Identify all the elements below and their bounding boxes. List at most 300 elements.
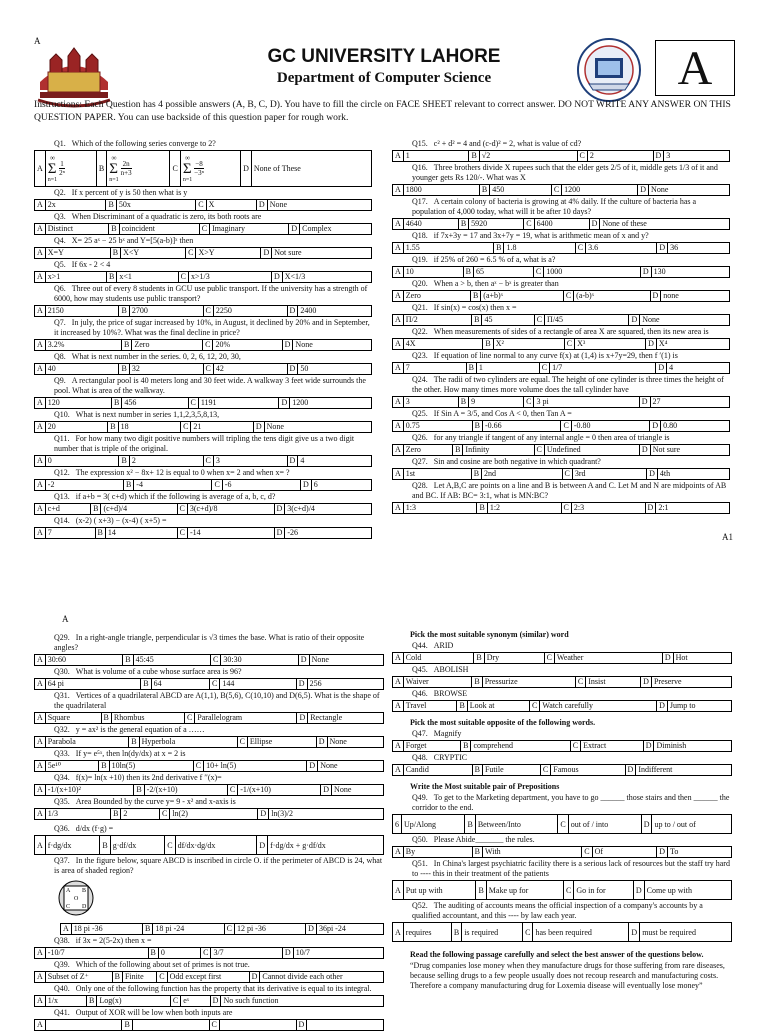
option-d: Cannot divide each other	[260, 972, 384, 983]
option-c: -6	[222, 480, 300, 491]
option-label: D	[282, 340, 293, 351]
question-q40: Q40. Only one of the following function has the property that its derivative is equal to its integral.	[54, 984, 372, 993]
option-label: D	[287, 364, 298, 375]
question-q35: Q35. Area Bounded by the curve y= 9 - x² and x-axis is	[54, 797, 236, 806]
option-c: Extract	[581, 741, 644, 752]
option-label: B	[96, 151, 106, 187]
preposition-heading: Write the Most suitable pair of Prepositions	[410, 782, 560, 791]
option-label: A	[35, 836, 46, 855]
option-label: D	[638, 185, 649, 196]
option-b: Infinity	[463, 445, 534, 456]
option-c: Odd except first	[167, 972, 249, 983]
option-b: coincident	[119, 224, 199, 235]
option-b: (c+d)/4	[101, 504, 177, 515]
option-label: C	[193, 761, 203, 772]
option-d: Rectangle	[308, 713, 384, 724]
answer-options-q14	[34, 527, 372, 539]
option-c: 3	[213, 456, 287, 467]
option-d: f·dg/dx + g·df/dx	[268, 836, 384, 855]
option-c: 20%	[213, 340, 282, 351]
option-d: Preserve	[651, 677, 731, 688]
figure-label-b: B	[82, 888, 87, 894]
option-label: C	[237, 737, 247, 748]
option-label: A	[35, 996, 46, 1007]
option-label: B	[463, 267, 473, 278]
option-label: B	[86, 996, 96, 1007]
question-q2: Q2. If x percent of y is 50 then what is y	[54, 188, 188, 197]
question-q44: Q44. ARID	[412, 641, 454, 650]
option-label: A	[393, 267, 404, 278]
option-label: A	[35, 340, 46, 351]
answer-options-q46	[392, 700, 732, 712]
option-label: D	[289, 224, 300, 235]
option-b: 2	[129, 456, 203, 467]
option-b: 2700	[129, 306, 203, 317]
option-a: 0.75	[403, 421, 472, 432]
option-label: D	[296, 679, 307, 690]
passage-heading: Read the following passage carefully and select the best answer of the questions below.	[410, 950, 704, 959]
option-label: B	[451, 923, 461, 942]
option-a: 1st	[403, 469, 471, 480]
option-label: B	[494, 243, 504, 254]
question-q50: Q50. Please Abide_______ the rules.	[412, 835, 535, 844]
answer-options-q1	[34, 150, 372, 187]
option-label: C	[184, 713, 194, 724]
answer-options-q30	[34, 678, 384, 690]
option-label: C	[582, 847, 592, 858]
option-label: A	[393, 339, 404, 350]
option-label: B	[457, 701, 467, 712]
option-label: B	[111, 398, 121, 409]
option-label: D	[241, 151, 252, 187]
option-label: D	[647, 469, 658, 480]
corner-letter: A	[62, 614, 69, 624]
option-c: df/dx·dg/dx	[175, 836, 257, 855]
option-label: B	[107, 272, 117, 283]
option-d: None	[293, 340, 372, 351]
option-label: C	[524, 219, 534, 230]
option-c: 3rd	[572, 469, 646, 480]
option-d: none	[661, 291, 730, 302]
option-label: A	[35, 398, 46, 409]
option-label: A	[61, 924, 72, 935]
answer-options-q36	[34, 835, 384, 855]
question-q22: Q22. When measurements of sides of a rectangle of area X are squared, then its new area is	[412, 327, 709, 336]
question-q23: Q23. If equation of line normal to any curve f(x) at (1,4) is x+7y=29, then f ′(1) is	[412, 351, 678, 360]
page1-right-column	[392, 138, 730, 514]
option-label: C	[203, 364, 213, 375]
option-b: 14	[105, 528, 177, 539]
option-label: B	[472, 421, 482, 432]
answer-options-q7	[34, 339, 372, 351]
option-a: -10/7	[45, 948, 148, 959]
answer-options-q26	[392, 444, 730, 456]
answer-options-q4	[34, 247, 372, 259]
synonym-heading: Pick the most suitable synonym (similar) word	[410, 630, 569, 639]
answer-options-q37	[60, 923, 384, 935]
option-label: D	[258, 809, 269, 820]
option-label: C	[533, 267, 543, 278]
option-c: Ellipse	[247, 737, 316, 748]
option-a: 5e¹⁰	[45, 761, 98, 772]
option-b: 18	[118, 422, 180, 433]
option-label: A	[393, 397, 404, 408]
answer-options-q20	[392, 290, 730, 302]
option-label: A	[393, 701, 404, 712]
question-q39: Q39. Which of the following about set of primes is not true.	[54, 960, 250, 969]
option-b: 2	[121, 809, 160, 820]
option-label: A	[35, 809, 46, 820]
option-c: 6400	[534, 219, 589, 230]
option-b: 450	[490, 185, 552, 196]
option-c: X	[206, 200, 256, 211]
question-q5: Q5. If 6x - 2 < 4	[54, 260, 111, 269]
paper-set-letter: A	[655, 40, 735, 96]
question-q38: Q38. if 3x = 2(5-2x) then x =	[54, 936, 152, 945]
option-d: 1200	[290, 398, 372, 409]
opposite-heading: Pick the most suitable opposite of the following words.	[410, 718, 596, 727]
option-a: Subset of Z⁺	[45, 972, 112, 983]
option-d	[307, 1020, 384, 1031]
option-label: B	[111, 809, 121, 820]
answer-options-q41	[34, 1019, 384, 1031]
option-label: B	[91, 504, 101, 515]
option-c: X³	[575, 339, 646, 350]
option-label: C	[201, 948, 211, 959]
option-label: D	[633, 881, 644, 900]
option-d: 10/7	[293, 948, 383, 959]
option-c: 1200	[562, 185, 638, 196]
question-q34: Q34. f(x)= ln(x +10) then its 2nd derivative f ′′(x)=	[54, 773, 222, 782]
question-q48: Q48. CRYPTIC	[412, 753, 468, 762]
option-d: None of These	[251, 151, 371, 187]
option-b: 45	[482, 315, 534, 326]
option-label: B	[471, 469, 481, 480]
answer-options-q50	[392, 846, 732, 858]
option-b: 1	[476, 363, 539, 374]
option-b: With	[482, 847, 581, 858]
option-a: x>1	[45, 272, 106, 283]
question-q1: Q1. Which of the following series converge to 2?	[54, 139, 216, 148]
option-a: 18 pi -36	[71, 924, 142, 935]
option-b: 64	[151, 679, 209, 690]
answer-options-q15	[392, 150, 730, 162]
option-label: B	[106, 200, 116, 211]
option-label: B	[472, 315, 482, 326]
option-c: Insist	[586, 677, 641, 688]
question-q52: Q52. The auditing of accounts means the official inspection of a company's accounts by a qualified accountant, and this ---- by law each year.	[412, 901, 703, 920]
answer-options-q39	[34, 971, 384, 983]
option-label: D	[321, 785, 332, 796]
option-label: D	[300, 480, 311, 491]
option-c: eˣ	[181, 996, 210, 1007]
question-q19: Q19. if 25% of 260 = 6.5 % of a, what is a?	[412, 255, 556, 264]
option-c: Imaginary	[210, 224, 289, 235]
question-q18: Q18. if 7x+3y = 17 and 3x+7y = 19, what is arithmetic mean of x and y?	[412, 231, 649, 240]
option-label: A	[35, 761, 46, 772]
option-d: 3(c+d)/4	[285, 504, 372, 515]
option-c: 144	[220, 679, 296, 690]
answer-options-q17	[392, 218, 730, 230]
option-label: D	[589, 219, 600, 230]
option-label: A	[393, 881, 404, 900]
option-label: A	[393, 291, 404, 302]
option-d: None of these	[600, 219, 730, 230]
figure-label-d: D	[82, 904, 87, 910]
instructions: Instructions: Each Question has 4 possible answers (A, B, C, D). You have to fill the circle on FACE SHEET relevant to correct answer. DO NOT WRITE ANY ANSWER ON THIS QUESTION PAPER. You can use backside of this question paper for rough work.	[34, 99, 731, 123]
option-b: 1:2	[487, 503, 561, 514]
option-a: Put up with	[403, 881, 476, 900]
option-label: C	[157, 972, 167, 983]
question-q33: Q33. If y= e⁵ˣ, then ln(dy/dx) at x = 2 is	[54, 749, 186, 758]
answer-options-q8	[34, 363, 372, 375]
option-c: Go in for	[574, 881, 634, 900]
option-a: 40	[45, 364, 119, 375]
option-c: Parallelogram	[195, 713, 297, 724]
answer-options-q6	[34, 305, 372, 317]
option-label: B	[119, 306, 129, 317]
option-label: C	[170, 996, 180, 1007]
option-label: D	[257, 836, 268, 855]
option-d: X⁴	[656, 339, 729, 350]
option-label: D	[645, 503, 656, 514]
option-b: Log(x)	[97, 996, 171, 1007]
option-a: requires	[403, 923, 451, 942]
option-label: C	[227, 785, 237, 796]
option-a: 7	[45, 528, 95, 539]
option-c: 3 pi	[534, 397, 639, 408]
answer-options-q40	[34, 995, 384, 1007]
answer-options-q12	[34, 479, 372, 491]
option-label: D	[641, 815, 652, 834]
page2-left-column	[34, 632, 384, 1031]
option-label: B	[461, 741, 471, 752]
answer-options-q44	[392, 652, 732, 664]
option-d: 36	[668, 243, 730, 254]
option-c: ∞ Σ n=1 $\frac{-8}{\text{−3ⁿ}}$	[180, 151, 240, 187]
option-label: C	[575, 243, 585, 254]
option-a: Cold	[403, 653, 474, 664]
option-label: B	[465, 815, 475, 834]
option-d: 6	[311, 480, 371, 491]
answer-options-q5	[34, 271, 372, 283]
option-label: D	[296, 1020, 307, 1031]
option-label: B	[141, 679, 151, 690]
option-label: C	[188, 398, 198, 409]
option-b: Make up for	[486, 881, 563, 900]
option-d: 50	[298, 364, 372, 375]
answer-options-q45	[392, 676, 732, 688]
option-a: -1/(x+10)²	[45, 785, 134, 796]
option-label: A	[35, 713, 46, 724]
answer-options-q25	[392, 420, 730, 432]
option-d: 2400	[298, 306, 372, 317]
option-label: A	[393, 765, 404, 776]
option-a: c+d	[45, 504, 90, 515]
question-q6: Q6. Three out of every 8 students in GCU use public transport. If the university has a strength of 6000, how may students use public transport?	[54, 284, 368, 303]
option-label: C	[177, 528, 187, 539]
option-label: D	[657, 847, 668, 858]
option-label: D	[662, 653, 673, 664]
option-c: Weather	[554, 653, 662, 664]
option-b: 456	[122, 398, 188, 409]
option-label: A	[393, 741, 404, 752]
option-b: 10ln(5)	[109, 761, 193, 772]
question-q16: Q16. Three brothers divide X rupees such that the elder gets 2/5 of it, middle gets 1/3 of it and younger gets Rs 120/-. What was X	[412, 163, 718, 182]
option-label: A	[35, 480, 46, 491]
option-label: B	[472, 847, 482, 858]
option-label: D	[298, 655, 309, 666]
option-b: X<Y	[121, 248, 186, 259]
option-label: C	[534, 445, 544, 456]
answer-options-q35	[34, 808, 384, 820]
option-label: C	[544, 653, 554, 664]
option-d: 27	[650, 397, 729, 408]
option-a: Distinct	[45, 224, 108, 235]
option-label: C	[186, 248, 196, 259]
option-c: ln(2)	[170, 809, 258, 820]
option-label: C	[181, 422, 191, 433]
option-a: 1/3	[45, 809, 110, 820]
option-d: 130	[651, 267, 729, 278]
option-b: x<1	[117, 272, 178, 283]
option-label: B	[483, 339, 493, 350]
option-label: B	[119, 364, 129, 375]
question-q9: Q9. A rectangular pool is 40 meters long and 30 feet wide. A walkway 3 feet wide surrounds the pool. What is area of the walkway.	[54, 376, 366, 395]
option-label: A	[393, 847, 404, 858]
option-label: A	[393, 677, 404, 688]
option-label: D	[629, 315, 640, 326]
option-b: Dry	[484, 653, 544, 664]
option-label: A	[35, 948, 46, 959]
answer-options-q28	[392, 502, 730, 514]
answer-options-q38	[34, 947, 384, 959]
option-label: B	[476, 881, 486, 900]
option-a: -2	[45, 480, 123, 491]
option-label: C	[561, 421, 571, 432]
option-label: D	[653, 151, 664, 162]
option-a: 1:3	[403, 503, 477, 514]
option-label: C	[561, 503, 571, 514]
option-label: A	[35, 528, 46, 539]
option-label: B	[469, 151, 479, 162]
option-label: C	[203, 456, 213, 467]
question-q7: Q7. In july, the price of sugar increased by 10%, in August, it declined by 20% and in September, it increased by 10%?. What was the final decline in price?	[54, 318, 370, 337]
figure-label-o: O	[74, 896, 79, 902]
option-d: Not sure	[650, 445, 729, 456]
reading-passage: “Drug companies lose money when they manufacture drugs for those suffering from rare diseases, because selling drugs to a few people usually does not recoup research and manufacturing costs. Therefore a company manufacturing drug for Loxemia disease will eventually lose money”	[410, 961, 725, 990]
option-label: C	[178, 272, 188, 283]
question-q37: Q37. In the figure below, square ABCD is inscribed in circle O. if the perimeter of ABCD is 24, what is area of shaded region?	[54, 856, 383, 875]
option-d: 2:1	[656, 503, 730, 514]
option-label: B	[129, 737, 139, 748]
question-q17: Q17. A certain colony of bacteria is growing at 4% daily. If the culture of bacteria has a population of 4,000 today, what will it be after 10 days?	[412, 197, 697, 216]
option-b: -0.66	[482, 421, 561, 432]
option-c: 2:3	[571, 503, 645, 514]
option-d: Diminish	[654, 741, 732, 752]
answer-options-q48	[392, 764, 732, 776]
option-b: 45:45	[133, 655, 210, 666]
option-b: g·df/dx	[110, 836, 165, 855]
option-label: A	[393, 219, 404, 230]
option-a: f·dg/dx	[45, 836, 100, 855]
option-label: C	[210, 679, 220, 690]
option-label: A	[35, 456, 46, 467]
option-d: Jump to	[667, 701, 731, 712]
option-label: C	[530, 701, 540, 712]
option-label: A	[35, 248, 46, 259]
option-label: D	[656, 363, 667, 374]
option-label: D	[316, 737, 327, 748]
option-d: Not sure	[272, 248, 372, 259]
option-d: 4	[298, 456, 372, 467]
answer-options-q27	[392, 468, 730, 480]
option-b: 9	[469, 397, 524, 408]
department-name: Department of Computer Science	[276, 70, 492, 86]
option-d: 4	[667, 363, 730, 374]
question-q15: Q15. c² + d² = 4 and (c-d)² = 2, what is value of cd?	[412, 139, 582, 148]
option-label: D	[657, 701, 668, 712]
option-a: Travel	[403, 701, 457, 712]
option-b: Pressurize	[482, 677, 575, 688]
answer-options-q10	[34, 421, 372, 433]
figure-label-a: A	[66, 888, 71, 894]
option-label: C	[523, 923, 533, 942]
question-q29: Q29. In a right-angle triangle, perpendicular is √3 times the base. What is ratio of their opposite angles?	[54, 633, 365, 652]
option-c: -0.80	[571, 421, 650, 432]
question-q21: Q21. If sin(x) = cos(x) then x =	[412, 303, 517, 312]
option-a: By	[403, 847, 472, 858]
option-label: B	[110, 248, 120, 259]
option-c: 1191	[198, 398, 279, 409]
option-label: D	[629, 923, 640, 942]
option-label: A	[393, 469, 404, 480]
question-q24: Q24. The radii of two cylinders are equal. The height of one cylinder is three times the height of the other. How many times more volume does the tall cylinder have	[412, 375, 724, 394]
option-d: None	[309, 655, 383, 666]
option-label: A	[35, 224, 46, 235]
answer-options-q22	[392, 338, 730, 350]
option-c: 2250	[213, 306, 287, 317]
option-c: 3(c+d)/8	[187, 504, 274, 515]
answer-options-q19	[392, 266, 730, 278]
question-q20: Q20. When a > b, then aˣ − bˣ is greater than	[412, 279, 559, 288]
option-label: A	[35, 151, 46, 187]
option-d: 3	[664, 151, 730, 162]
option-label: A	[35, 972, 46, 983]
option-label: A	[35, 364, 46, 375]
option-c: Undefined	[544, 445, 639, 456]
option-c: x>1/3	[188, 272, 271, 283]
option-b: Between/Into	[475, 815, 558, 834]
option-a: 1/x	[45, 996, 86, 1007]
option-c: Π/45	[545, 315, 629, 326]
option-label: A	[35, 1020, 46, 1031]
option-a: 120	[45, 398, 111, 409]
option-label: B	[134, 785, 144, 796]
corner-letter: A	[34, 36, 41, 46]
option-c: 12 pi -36	[234, 924, 305, 935]
answer-options-q32	[34, 736, 384, 748]
option-b: 32	[129, 364, 203, 375]
option-a: Waiver	[403, 677, 472, 688]
page1-left-column	[34, 138, 372, 539]
option-label: A	[393, 923, 404, 942]
option-a: Up/Along	[402, 815, 465, 834]
page-label: A1	[722, 532, 733, 542]
option-label: C	[170, 151, 180, 187]
question-q31: Q31. Vertices of a quadrilateral ABCD are A(1,1), B(5,6), C(10,10) and D(6,5). What is the shape of the quadrilateral	[54, 691, 380, 710]
option-a: 64 pi	[45, 679, 140, 690]
